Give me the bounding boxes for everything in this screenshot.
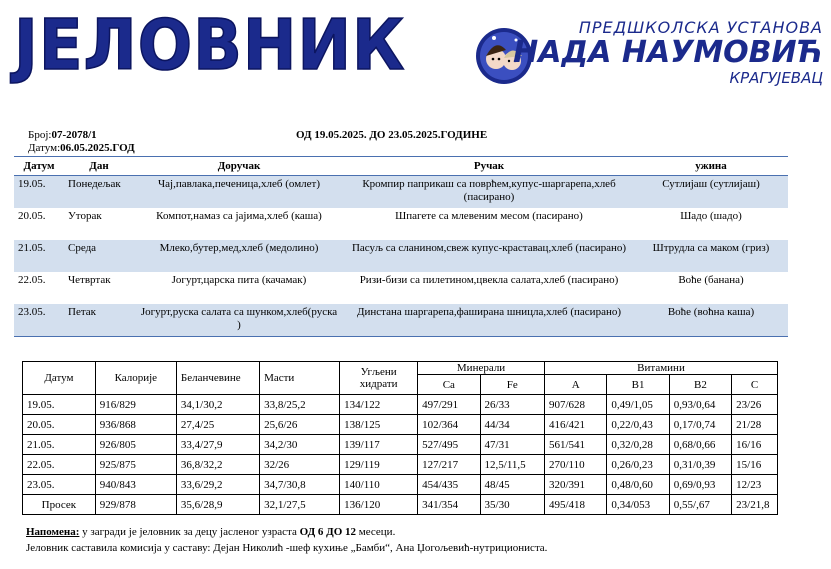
nutrition-cell: 0,34/053 [607,495,669,515]
nutrition-row [23,395,778,415]
menu-snack: Воће (банана) [678,274,744,286]
nutrition-cell: 21/28 [732,415,778,435]
nutrition-cell: 25,6/26 [260,415,340,435]
menu-day: Среда [64,240,134,272]
nutrition-cell: 0,49/1,05 [607,395,669,415]
nutrition-cell: 12/23 [732,475,778,495]
nutrition-cell: 19.05. [23,395,96,415]
nutrition-cell: 138/125 [340,415,418,435]
menu-day: Уторак [68,210,102,222]
menu-header-day: Дан [64,157,134,176]
nutrition-cell: 16/16 [732,435,778,455]
nutrition-cell: 0,69/0,93 [669,475,731,495]
org-type: ПРЕДШКОЛСКА УСТАНОВА [578,18,823,37]
nutrition-row [23,455,778,475]
nutrition-cell: 34,1/30,2 [176,395,259,415]
nut-header-a: A [544,375,606,395]
menu-header-lunch: Ручак [344,157,634,176]
nutrition-cell: 34,7/30,8 [260,475,340,495]
nutrition-cell: 136/120 [340,495,418,515]
nutrition-cell: 22.05. [23,455,96,475]
nutrition-cell: 32,1/27,5 [260,495,340,515]
nutrition-cell: 23/26 [732,395,778,415]
nut-header-protein: Беланчевине [176,362,259,395]
nutrition-cell: 497/291 [418,395,480,415]
menu-breakfast: Јогурт,царска пита (качамак) [171,274,307,286]
menu-row [14,240,788,272]
nutrition-cell: 33,4/27,9 [176,435,259,455]
nut-header-b1: B1 [607,375,669,395]
menu-breakfast: Јогурт,руска салата са шунком,хлеб(руска ) [134,304,344,337]
nutrition-cell: 0,68/0,66 [669,435,731,455]
nut-header-fe: Fe [480,375,544,395]
nutrition-row [23,495,778,515]
nutrition-cell: 34,2/30 [260,435,340,455]
nut-header-calories: Калорије [95,362,176,395]
note-text-end: месеци. [356,526,396,538]
datum-value: 06.05.2025.ГОД [60,142,135,154]
menu-snack: Шадо (шадо) [680,210,742,222]
menu-date: 21.05. [14,240,64,272]
note-label: Напомена: [26,526,80,538]
nutrition-cell: 926/805 [95,435,176,455]
menu-header-snack: ужина [634,157,788,176]
page-title: ЈЕЛОВНИК [14,6,406,87]
nutrition-cell: 929/878 [95,495,176,515]
nutrition-cell: 0,48/0,60 [607,475,669,495]
menu-lunch: Ризи-бизи са пилетином,цвекла салата,хлеб (пасирано) [359,274,619,286]
nutrition-cell: 0,55/,67 [669,495,731,515]
menu-table [14,156,788,337]
nutrition-cell: 341/354 [418,495,480,515]
nutrition-cell: 527/495 [418,435,480,455]
nutrition-row [23,415,778,435]
nutrition-cell: 23.05. [23,475,96,495]
nutrition-cell: 134/122 [340,395,418,415]
org-name: НАДА НАУМОВИЋ [513,35,823,70]
nutrition-cell: 0,26/0,23 [607,455,669,475]
note-text: у загради је јеловник за децу јасленог узраста [79,526,300,538]
period-label: ОД 19.05.2025. ДО 23.05.2025.ГОДИНЕ [296,129,488,141]
nutrition-cell: 21.05. [23,435,96,455]
nutrition-cell: 23/21,8 [732,495,778,515]
menu-breakfast: Компот,намаз са јајима,хлеб (каша) [156,210,322,222]
menu-day: Четвртак [68,274,111,286]
document-number [28,129,97,141]
menu-header-date: Датум [14,157,64,176]
nutrition-cell: 27,4/25 [176,415,259,435]
nutrition-cell: 129/119 [340,455,418,475]
nutrition-cell: 139/117 [340,435,418,455]
menu-row [14,304,788,337]
nutrition-cell: 12,5/11,5 [480,455,544,475]
organization-block [513,18,823,87]
nut-header-ca: Ca [418,375,480,395]
nut-header-c: C [732,375,778,395]
menu-header-breakfast: Доручак [134,157,344,176]
nut-header-date: Датум [23,362,96,395]
nut-header-carbs: Угљени хидрати [340,362,418,395]
nutrition-cell: 925/875 [95,455,176,475]
menu-lunch: Шпагете са млевеним месом (пасирано) [395,210,583,222]
nutrition-cell: 36,8/32,2 [176,455,259,475]
committee-note: Јеловник саставила комисија у саставу: Дејан Николић -шеф кухиње „Бамби“, Ана Џогољевић-нутриционистa. [26,542,548,554]
menu-date: 22.05. [18,274,46,286]
nutrition-row [23,475,778,495]
menu-date: 19.05. [14,176,64,209]
nutrition-row [23,435,778,455]
nut-header-minerals: Минерали [418,362,545,375]
nutrition-cell: 47/31 [480,435,544,455]
menu-row [14,208,788,240]
nutrition-cell: 102/364 [418,415,480,435]
document-date [28,142,135,154]
nutrition-cell: 127/217 [418,455,480,475]
menu-row [14,272,788,304]
nutrition-cell: 33,6/29,2 [176,475,259,495]
broj-label: Број: [28,129,52,141]
broj-value: 07-2078/1 [51,129,97,141]
nutrition-cell: 0,93/0,64 [669,395,731,415]
menu-lunch: Пасуљ са сланином,свеж купус-краставац,хлеб (пасирано) [344,240,634,272]
nutrition-cell: 495/418 [544,495,606,515]
note-bold: ОД 6 ДО 12 [299,526,357,538]
datum-label: Датум: [28,142,61,154]
nutrition-cell: 561/541 [544,435,606,455]
menu-snack: Сутлијаш (сутлијаш) [634,176,788,209]
nutrition-cell: 26/33 [480,395,544,415]
nut-header-b2: B2 [669,375,731,395]
nutrition-cell: 0,22/0,43 [607,415,669,435]
nutrition-cell: 140/110 [340,475,418,495]
menu-snack: Воће (воћна каша) [634,304,788,337]
nutrition-cell: 44/34 [480,415,544,435]
nutrition-cell: Просек [23,495,96,515]
nutrition-cell: 454/435 [418,475,480,495]
menu-snack: Штрудла са маком (гриз) [634,240,788,272]
menu-breakfast: Чај,павлака,печеница,хлеб (омлет) [134,176,344,209]
nut-header-fat: Масти [260,362,340,395]
nutrition-cell: 907/628 [544,395,606,415]
nutrition-cell: 916/829 [95,395,176,415]
menu-lunch: Динстана шаргарепа,фаширана шницла,хлеб (пасирано) [344,304,634,337]
nutrition-cell: 20.05. [23,415,96,435]
menu-date: 20.05. [18,210,46,222]
note-line [26,526,395,538]
nut-header-vitamins: Витамини [544,362,777,375]
nutrition-cell: 416/421 [544,415,606,435]
menu-breakfast: Млеко,бутер,мед,хлеб (медолино) [134,240,344,272]
nutrition-cell: 35/30 [480,495,544,515]
nutrition-cell: 48/45 [480,475,544,495]
nutrition-table [22,361,778,515]
nutrition-cell: 15/16 [732,455,778,475]
menu-day: Петак [64,304,134,337]
nutrition-cell: 0,17/0,74 [669,415,731,435]
menu-row [14,176,788,209]
menu-lunch: Кромпир паприкаш са поврћем,купус-шаргарепа,хлеб (пасирано) [344,176,634,209]
nutrition-cell: 320/391 [544,475,606,495]
nutrition-cell: 0,31/0,39 [669,455,731,475]
nutrition-cell: 936/868 [95,415,176,435]
nutrition-cell: 32/26 [260,455,340,475]
org-city: КРАГУЈЕВАЦ [729,68,823,87]
nutrition-cell: 0,32/0,28 [607,435,669,455]
nutrition-cell: 940/843 [95,475,176,495]
nutrition-cell: 35,6/28,9 [176,495,259,515]
menu-day: Понедељак [64,176,134,209]
nutrition-cell: 270/110 [544,455,606,475]
menu-date: 23.05. [14,304,64,337]
nutrition-cell: 33,8/25,2 [260,395,340,415]
